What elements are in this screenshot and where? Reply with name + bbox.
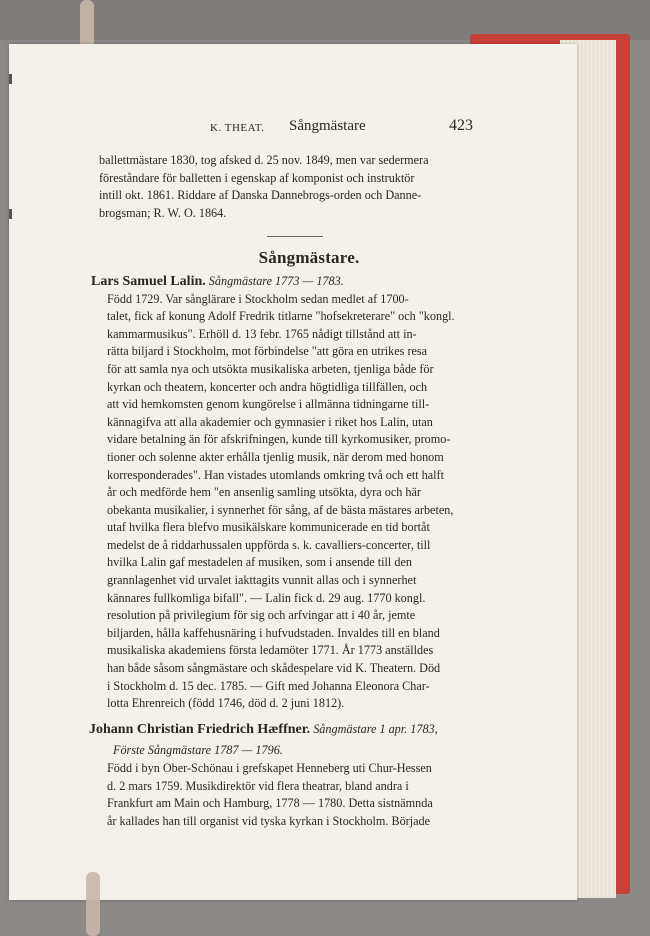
text-line: grannlagenhet vid urvalet iakttagits vunnit allas och i synnerhet — [107, 573, 417, 588]
text-line: resolution på privilegium för sig och arfvingar att i 40 år, jemte — [107, 608, 416, 623]
text-line: rätta biljard i Stockholm, mot förbindelse "att göra en utrikes resa — [107, 344, 428, 359]
text-line: Född 1729. Var sånglärare i Stockholm sedan medlet af 1700- — [107, 291, 409, 306]
text-line: biljarden, hålla kaffehusnäring i hufvudstaden. Invaldes till en bland — [107, 625, 440, 640]
entry-lalin — [91, 273, 489, 713]
text-line: musikaliska akademiens första ledamöter 1771. År 1773 anställdes — [107, 643, 434, 658]
entry-heading — [89, 721, 489, 739]
text-line: år kallades han till organist vid tyska kyrkan i Stockholm. Började — [107, 813, 431, 828]
text-line: Frankfurt am Main och Hamburg, 1778 — 1780. Detta sistnämnda — [107, 796, 433, 811]
text-line: ballettmästare 1830, tog afsked d. 25 nov. 1849, men var sedermera — [99, 153, 429, 167]
section-title: Sångmästare. — [258, 248, 360, 268]
text-line: medelst de å riddarhussalen uppförda s. k. cavalliers-concerter, till — [107, 537, 431, 552]
section-divider — [267, 236, 323, 237]
entry-heading — [91, 273, 489, 291]
running-head-title: Sångmästare — [289, 118, 366, 134]
text-line: han både såsom sångmästare och skådespelare vid K. Theatern. Död — [107, 661, 441, 676]
text-line: för att samla nya och utsökta musikaliska arbeten, tjenliga både för — [107, 361, 434, 376]
entry-subheading — [99, 742, 489, 760]
entry-role: Sångmästare 1 apr. 1783, — [313, 721, 438, 736]
page-clip-bottom — [86, 872, 100, 936]
page-text — [89, 117, 489, 830]
text-line: kammarmusikus". Erhöll d. 13 febr. 1765 nådigt tillstånd att in- — [107, 326, 417, 341]
entry-name: Johann Christian Friedrich Hæffner. — [89, 721, 311, 737]
entry-haeffner — [89, 721, 489, 831]
page-margin-mark — [9, 74, 12, 84]
page-margin-mark — [9, 209, 12, 219]
page-number: 423 — [449, 117, 473, 134]
running-head-section: K. THEAT. — [210, 122, 265, 134]
text-line: kyrkan och theatern, koncerter och andra högtidliga tillfällen, och — [107, 379, 428, 394]
text-line: föreståndare för balletten i egenskap af komponist och instruktör — [99, 170, 415, 185]
text-line: intill okt. 1861. Riddare af Danska Dannebrogs-orden och Danne- — [99, 188, 422, 203]
text-line: vidare betalning än för afskrifningen, kunde till kyrkomusiker, promo- — [107, 432, 451, 447]
entry-body — [99, 760, 489, 830]
text-line: d. 2 mars 1759. Musikdirektör vid flera theatrar, bland andra i — [107, 778, 409, 793]
text-line: talet, fick af konung Adolf Fredrik titlarne "hofsekreterare" och "kongl. — [107, 309, 455, 324]
running-head — [99, 117, 489, 142]
text-line: år och medförde hem "en ansenlig samling utsökta, dyra och här — [107, 485, 421, 500]
text-line: kännares fullkomliga bifall". — Lalin fick d. 29 aug. 1770 kongl. — [107, 590, 426, 605]
entry-body — [99, 291, 489, 713]
intro-paragraph — [99, 152, 489, 222]
text-line: korresponderades". Han vistades utomlands omkring två och ett halft — [107, 467, 445, 482]
text-line: i Stockholm d. 15 dec. 1785. — Gift med Johanna Eleonora Char- — [107, 678, 430, 693]
text-line: Född i byn Ober-Schönau i grefskapet Henneberg uti Chur-Hessen — [107, 761, 432, 775]
text-line: tioner och solenne akter erhålla tjenlig musik, när derom med honom — [107, 449, 444, 464]
text-line: brogsman; R. W. O. 1864. — [99, 205, 227, 220]
entry-name: Lars Samuel Lalin. — [91, 273, 206, 289]
text-line: obekanta musikalier, i synnerhet för sång, af de bästa mästares arbeten, — [107, 502, 454, 517]
entry-role: Sångmästare 1773 — 1783. — [208, 273, 344, 288]
text-line: lotta Ehrenreich (född 1746, död d. 2 juni 1812). — [107, 696, 345, 711]
entry-sub-role: Förste Sångmästare 1787 — 1796. — [113, 743, 283, 758]
text-line: att vid hemkomsten genom kungörelse i allmänna tidningarne till- — [107, 397, 430, 412]
text-line: kännagifva att alla akademier och gymnasier i riket hos Lalin, utan — [107, 414, 433, 429]
text-line: hvilka Lalin gaf mestadelen af musiken, som i ansende till den — [107, 555, 412, 570]
text-line: utaf hvilka flera blefvo musikälskare kommunicerade en tid bortåt — [107, 520, 430, 535]
